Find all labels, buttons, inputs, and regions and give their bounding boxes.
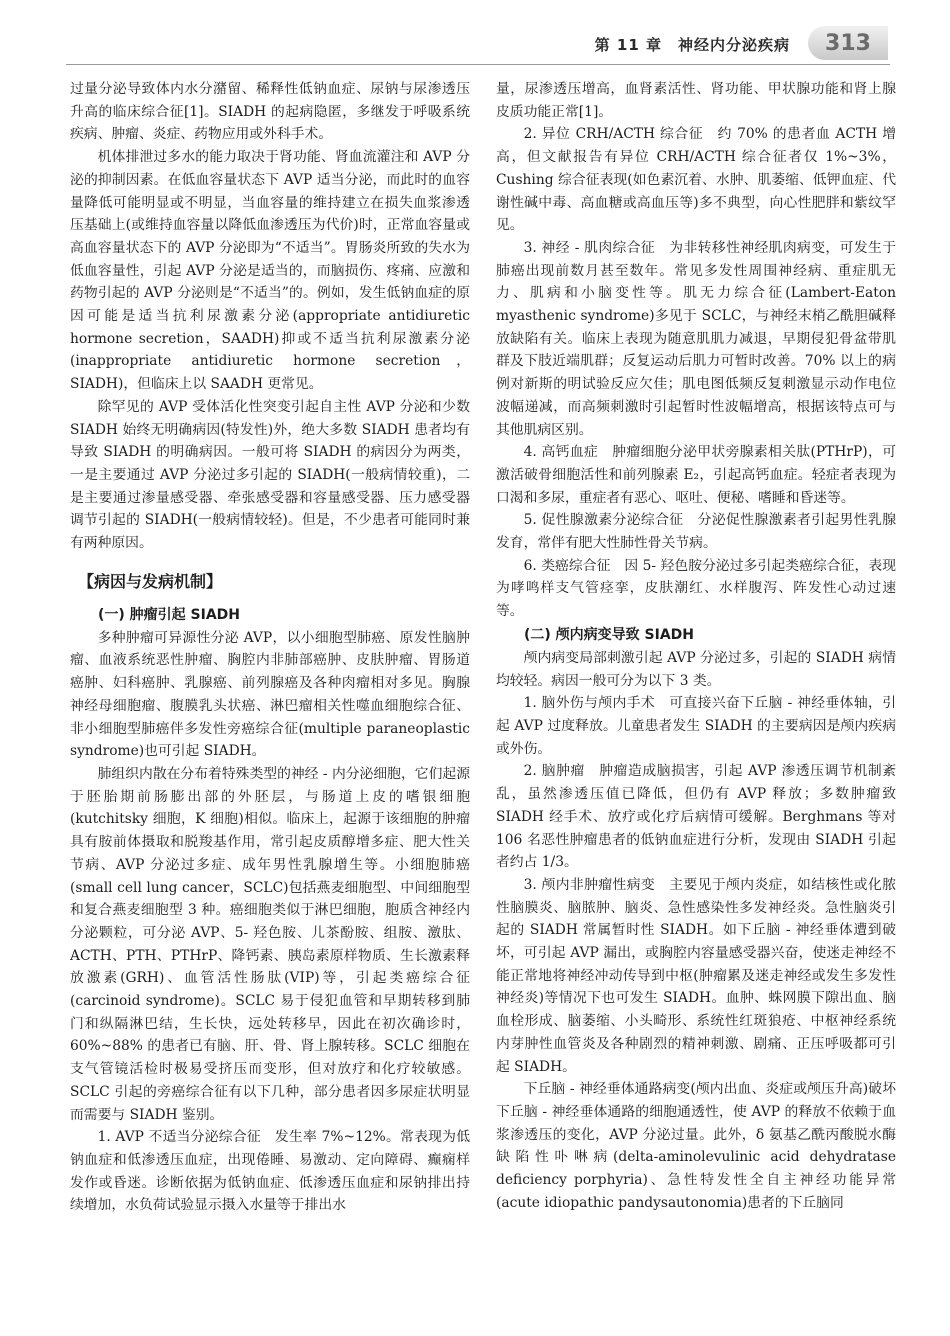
paragraph: 量，尿渗透压增高，血肾素活性、肾功能、甲状腺功能和肾上腺皮质功能正常[1]。 [496, 81, 896, 120]
paragraph: 颅内病变局部刺激引起 AVP 分泌过多，引起的 SIADH 病情均较轻。病因一般可分为以下 3 类。 [496, 649, 896, 689]
paragraph: 3. 神经 - 肌肉综合征 为非转移性神经肌肉病变，可发生于肺癌出现前数月甚至数年。常见多发性周围神经病、重症肌无力、肌病和小脑变性等。肌无力综合征(Lambert-Eaton myasthenic syndrome)多见于 SCLC，与神经末梢乙酰胆碱释放缺陷有关。临床上表现为随意肌肌力减退，早期侵犯骨盆带肌群及下肢近端肌群；反复运动后肌力可暂时改善。70% 以上的病例对新斯的明试验反应欠佳；肌电图低频反复刺激显示动作电位波幅递减，而高频刺激时引起暂时性波幅增高，根据该特点可与其他肌病区别。 [496, 239, 896, 438]
subsection-heading: (一) 肿瘤引起 SIADH [98, 606, 241, 623]
paragraph: 5. 促性腺激素分泌综合征 分泌促性腺激素者引起男性乳腺发育，常伴有肥大性肺性骨关节病。 [496, 512, 896, 552]
paragraph: 机体排泄过多水的能力取决于肾功能、肾血流灌注和 AVP 分泌的抑制因素。在低血容量状态下 AVP 适当分泌，而此时的血容量降低可能明显或不明显，当血容量的维持建立在损失血浆渗透压基础上(或维持血容量以降低血渗透压为代价)时，正常血容量或高血容量状态下的 AVP 分泌即为“不适当”。胃肠炎所致的失水为低血容量性，引起 AVP 分泌是适当的，而脑损伤、疼痛、应激和药物引起的 AVP 分泌则是“不适当”的。例如，发生低钠血症的原因可能是适当抗利尿激素分泌(appropriate antidiuretic hormone secretion，SAADH)抑或不适当抗利尿激素分泌(inappropriate antidiuretic hormone secretion，SIADH)，但临床上以 SAADH 更常见。 [70, 149, 470, 393]
paragraph: 3. 颅内非肿瘤性病变 主要见于颅内炎症，如结核性或化脓性脑膜炎、脑脓肿、脑炎、急性感染性多发神经炎。急性脑炎引起的 SIADH 常属暂时性 SIADH。如下丘脑 - 神经垂体遭到破坏，可引起 AVP 漏出，或胸腔内容量感受器兴奋，使迷走神经不能正常地将神经冲动传导到中枢(肿瘤累及迷走神经或发生多发性神经炎)等情况下也可发生 SIADH。血肿、蛛网膜下隙出血、脑血栓形成、脑萎缩、小头畸形、系统性红斑狼疮、中枢神经系统内芽肿性血管炎及各种剧烈的精神刺激、剧痛、正压呼吸都可引起 SIADH。 [496, 876, 896, 1075]
paragraph: 1. 脑外伤与颅内手术 可直接兴奋下丘脑 - 神经垂体轴，引起 AVP 过度释放。儿童患者发生 SIADH 的主要病因是颅内疾病或外伤。 [496, 695, 896, 757]
right-column [496, 78, 896, 1214]
paragraph: 2. 异位 CRH/ACTH 综合征 约 70% 的患者血 ACTH 增高，但文献报告有异位 CRH/ACTH 综合征者仅 1%~3%，Cushing 综合征表现(如色素沉着、水肿、肌萎缩、低钾血症、代谢性碱中毒、高血糖或高血压等)多不典型，向心性肥胖和紫纹罕见。 [496, 126, 896, 234]
paragraph: 6. 类癌综合征 因 5- 羟色胺分泌过多引起类癌综合征，表现为哮鸣样支气管痉挛，皮肤潮红、水样腹泻、阵发性心动过速等。 [496, 557, 896, 620]
header-rule [66, 64, 890, 65]
left-column [70, 78, 470, 1217]
paragraph: 1. AVP 不适当分泌综合征 发生率 7%~12%。常表现为低钠血症和低渗透压血症，出现倦睡、易激动、定向障碍、癫痫样发作或昏迷。诊断依据为低钠血症、低渗透压血症和尿钠排出持续增加，水负荷试验显示摄入水量等于排出水 [70, 1129, 470, 1214]
paragraph: 多种肿瘤可异源性分泌 AVP，以小细胞型肺癌、原发性脑肿瘤、血液系统恶性肿瘤、胸腔内非肺部癌肿、皮肤肿瘤、胃肠道癌肿、妇科癌肿、乳腺癌、前列腺癌及各种肉瘤相对多见。胸腺神经母细胞瘤、腹膜乳头状癌、淋巴瘤相关性噬血细胞综合征、非小细胞型肺癌伴多发性旁癌综合征(multiple paraneoplastic syndrome)也可引起 SIADH。 [70, 629, 470, 760]
page-header [0, 24, 950, 72]
paragraph: 除罕见的 AVP 受体活化性突变引起自主性 AVP 分泌和少数 SIADH 始终无明确病因(特发性)外，绝大多数 SIADH 患者均有导致 SIADH 的明确病因。一般可将 SIADH 的病因分为两类，一是主要通过 AVP 分泌过多引起的 SIADH(一般病情较重)，二是主要通过渗量感受器、牵张感受器和容量感受器、压力感受器调节引起的 SIADH(一般病情较轻)。但是，不少患者可能同时兼有两种原因。 [70, 398, 470, 552]
paragraph: 4. 高钙血症 肿瘤细胞分泌甲状旁腺素相关肽(PTHrP)，可激活破骨细胞活性和前列腺素 E₂，引起高钙血症。轻症者表现为口渴和多尿，重症者有恶心、呕吐、便秘、嗜睡和昏迷等。 [496, 444, 896, 506]
paragraph: 肺组织内散在分布着特殊类型的神经 - 内分泌细胞，它们起源于胚胎期前肠膨出部的外胚层，与肠道上皮的嗜银细胞(kutchitsky 细胞，K 细胞)相似。临床上，起源于该细胞的肿瘤具有胺前体摄取和脱羧基作用，常引起皮质醇增多症、肥大性关节病、AVP 分泌过多症、成年男性乳腺增生等。小细胞肺癌(small cell lung cancer，SCLC)包括燕麦细胞型、中间细胞型和复合燕麦细胞型 3 种。癌细胞类似于淋巴细胞，胞质含神经内分泌颗粒，可分泌 AVP、5- 羟色胺、儿茶酚胺、组胺、激肽、ACTH、PTH、PTHrP、降钙素、胰岛素原样物质、生长激素释放激素(GRH)、血管活性肠肽(VIP)等，引起类癌综合征(carcinoid syndrome)。SCLC 易于侵犯血管和早期转移到肺门和纵隔淋巴结，生长快，远处转移早，因此在初次确诊时，60%~88% 的患者已有脑、肝、骨、肾上腺转移。SCLC 细胞在支气管镜活检时极易受挤压而变形，但对放疗和化疗较敏感。SCLC 引起的旁癌综合征有以下几种，部分患者因多尿症状明显而需要与 SIADH 鉴别。 [70, 765, 470, 1123]
paragraph: 2. 脑肿瘤 肿瘤造成脑损害，引起 AVP 渗透压调节机制紊乱，虽然渗透压值已降低，但仍有 AVP 释放；多数肿瘤致 SIADH 经手术、放疗或化疗后病情可缓解。Berghmans 等对 106 名恶性肿瘤患者的低钠血症进行分析，发现由 SIADH 引起者约占 1/3。 [496, 763, 896, 871]
page-number: 313 [808, 26, 888, 60]
paragraph: 过量分泌导致体内水分潴留、稀释性低钠血症、尿钠与尿渗透压升高的临床综合征[1]。SIADH 的起病隐匿，多继发于呼吸系统疾病、肿瘤、炎症、药物应用或外科手术。 [70, 81, 470, 143]
chapter-title: 第 11 章 神经内分泌疾病 [594, 36, 790, 54]
paragraph: 下丘脑 - 神经垂体通路病变(颅内出血、炎症或颅压升高)破坏下丘脑 - 神经垂体通路的细胞通透性，使 AVP 的释放不依赖于血浆渗透压的变化，AVP 分泌过量。此外，δ 氨基乙酰丙酸脱水酶缺陷性卟啉病(delta-aminolevulinic acid dehydratase deficiency porphyria)、急性特发性全自主神经功能异常(acute idiopathic pandysautonomia)患者的下丘脑同 [496, 1081, 896, 1211]
subsection-heading: (二) 颅内病变导致 SIADH [524, 626, 695, 643]
section-heading: 【病因与发病机制】 [78, 571, 223, 591]
